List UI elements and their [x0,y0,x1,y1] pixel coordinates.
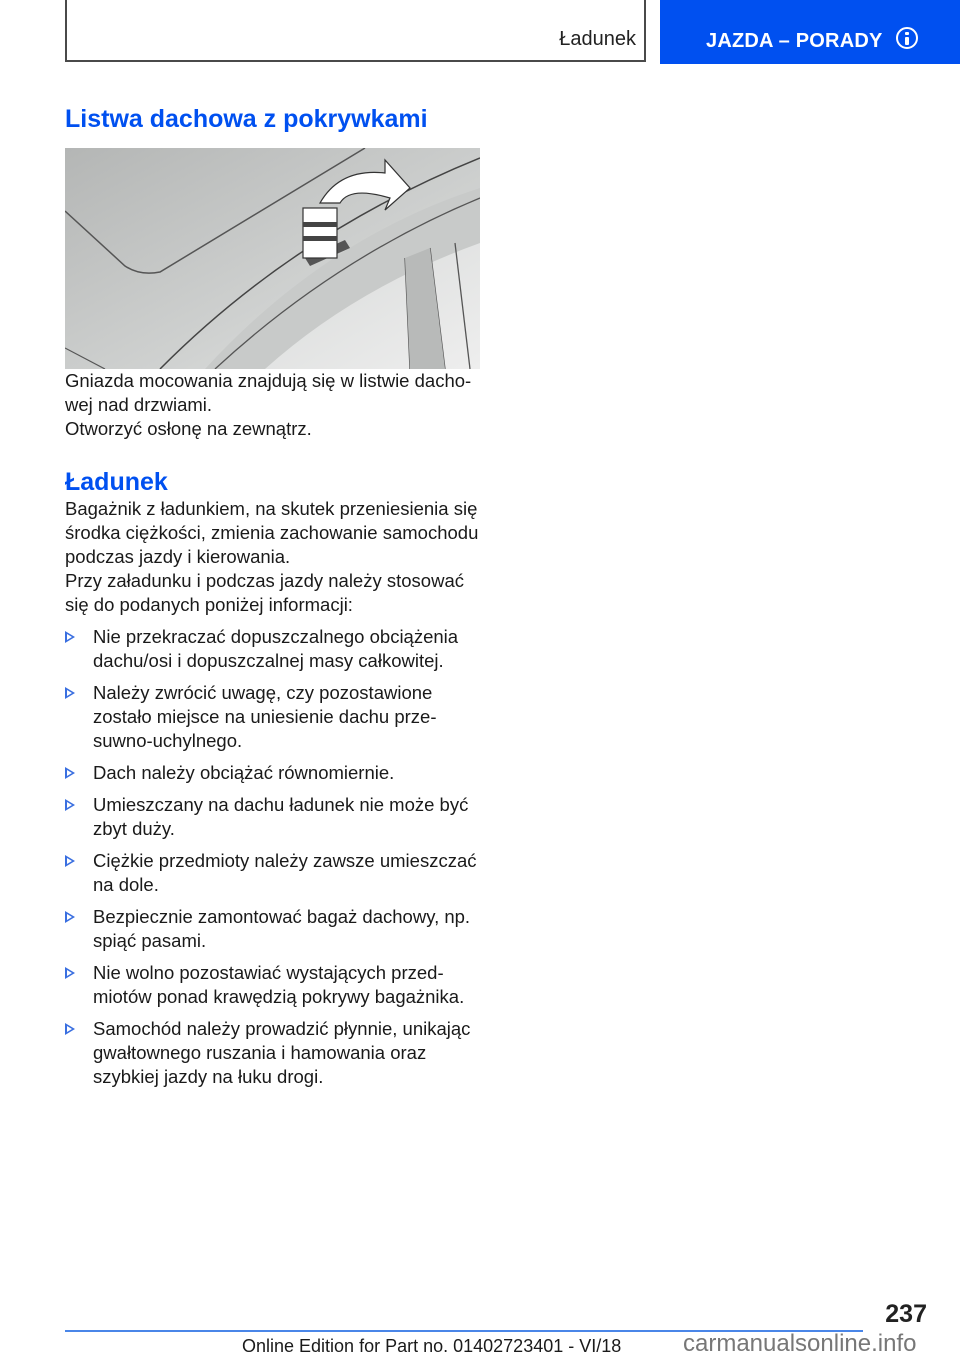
footer-edition-text: Online Edition for Part no. 01402723401 - VI/18 [242,1336,622,1356]
header-chapter-label: JAZDA – PORADY [706,30,883,52]
list-item: Nie przekraczać dopuszczalnego obciążenia dachu/osi i dopuszczalnej masy całkowitej. [65,625,485,673]
paragraph-load-instructions: Przy załadunku i podczas jazdy należy stosować się do podanych poniżej informacji: [65,570,464,615]
paragraph-mounting-points: Gniazda mocowania znajdują się w listwie dachowej nad drzwiami. [65,370,472,415]
bullet-triangle-icon [65,687,75,699]
list-item: Ciężkie przedmioty należy zawsze umieszczać na dole. [65,849,485,897]
bullet-triangle-icon [65,855,75,867]
bullet-triangle-icon [65,1023,75,1035]
bullet-triangle-icon [65,911,75,923]
list-item: Nie wolno pozostawiać wystających przedmiotów ponad krawędzią pokrywy bagażnika. [65,961,485,1009]
paragraph-load-intro: Bagażnik z ładunkiem, na skutek przeniesienia się środka ciężkości, zmienia zachowanie samochodu podczas jazdy i kierowania. [65,498,479,567]
load-rules-list [65,625,485,1089]
page-title: Listwa dachowa z pokrywkami [65,105,428,133]
info-icon[interactable] [896,27,918,49]
header-section-box [65,0,646,62]
main-content [65,104,485,1097]
watermark: carmanualsonline.info [683,1330,917,1357]
section-title-load: Ładunek [65,468,168,496]
roof-rail-illustration [65,148,480,369]
header-chapter-tab[interactable] [660,0,960,64]
header-section-label: Ładunek [559,28,636,50]
list-item: Dach należy obciążać równomiernie. [65,761,485,785]
bullet-triangle-icon [65,767,75,779]
page-number: 237 [885,1300,927,1328]
list-item: Bezpiecznie zamontować bagaż dachowy, np. spiąć pasami. [65,905,485,953]
bullet-triangle-icon [65,799,75,811]
roof-rail-image [65,148,480,369]
bullet-triangle-icon [65,967,75,979]
list-item: Umieszczany na dachu ładunek nie może być zbyt duży. [65,793,485,841]
list-item: Samochód należy prowadzić płynnie, unikając gwałtownego ruszania i hamowania oraz szybkiej jazdy na łuku drogi. [65,1017,485,1089]
bullet-triangle-icon [65,631,75,643]
paragraph-open-cover: Otworzyć osłonę na zewnątrz. [65,418,312,439]
list-item: Należy zwrócić uwagę, czy pozostawione zostało miejsce na uniesienie dachu przesuwno-uchylnego. [65,681,485,753]
